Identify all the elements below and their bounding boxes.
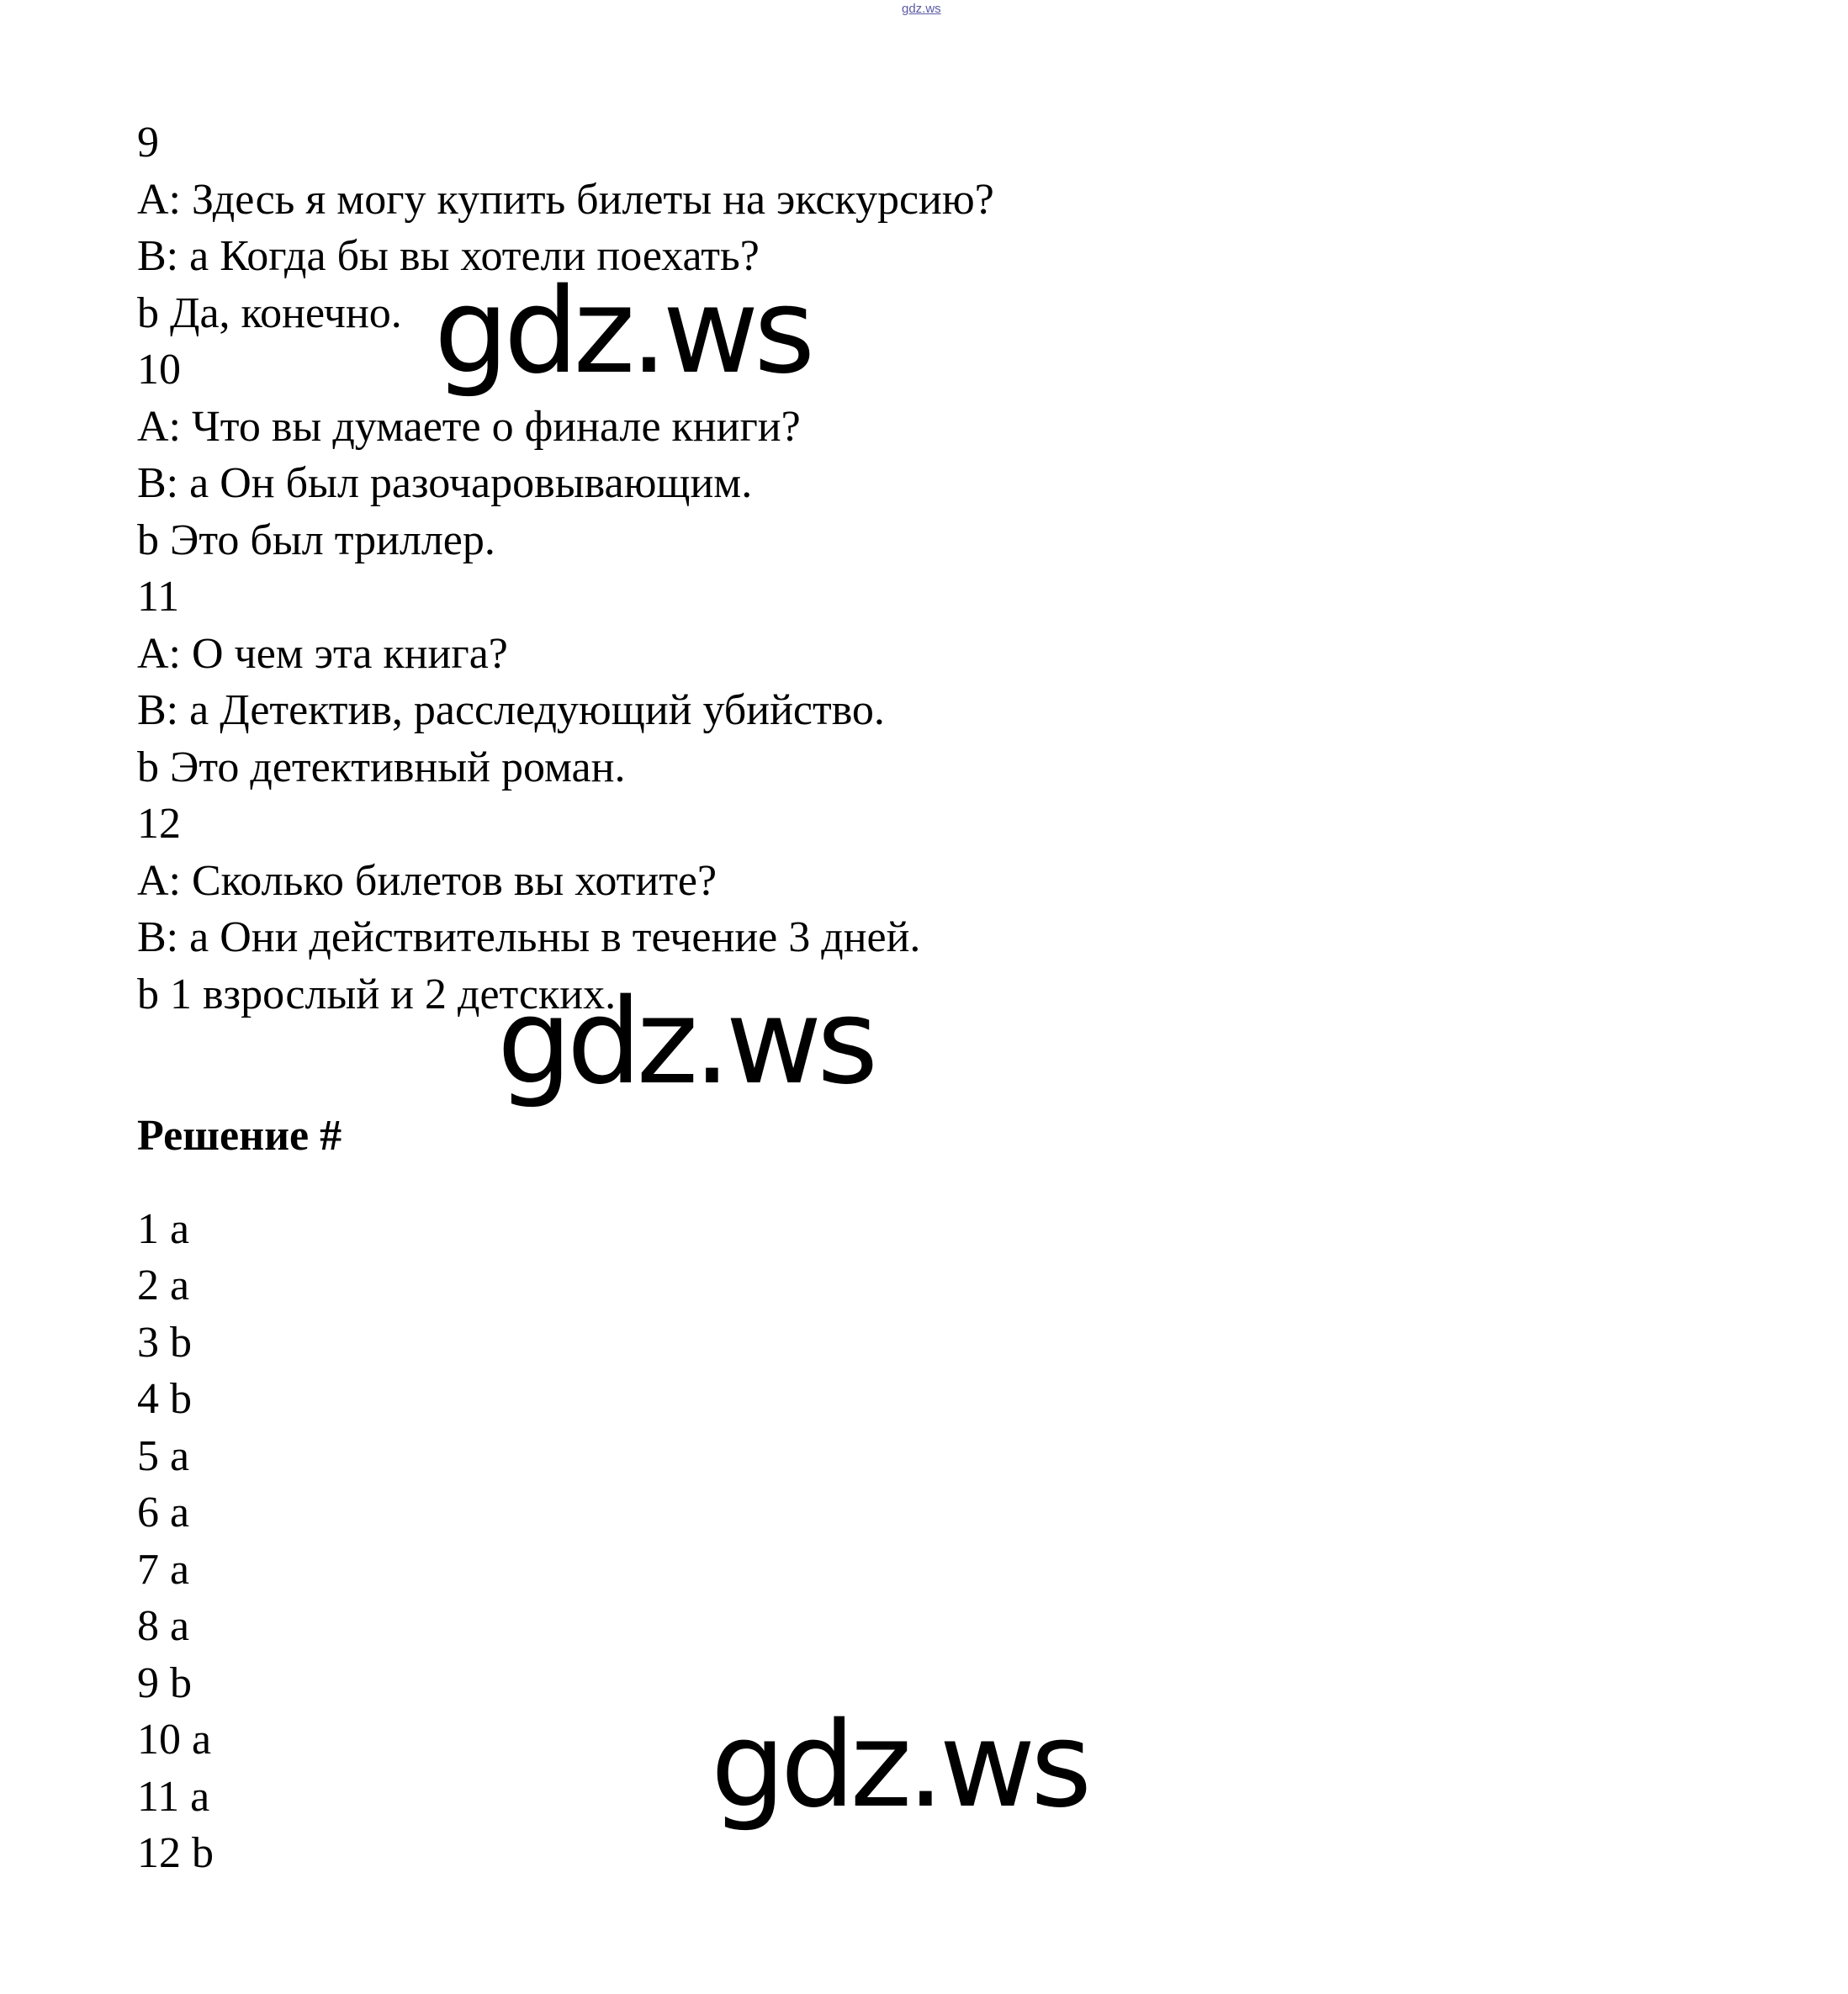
dialogue-number: 9	[137, 119, 159, 167]
answer-item: 4 b	[137, 1375, 192, 1423]
answer-item: 7 a	[137, 1545, 190, 1594]
answer-item: 11 a	[137, 1772, 210, 1821]
dialogue-option-b: b 1 взрослый и 2 детских.	[137, 970, 617, 1018]
answer-item: 10 a	[137, 1716, 212, 1764]
dialogue-option-b: b Это был триллер.	[137, 516, 495, 564]
answer-item: 8 a	[137, 1602, 190, 1650]
answer-item: 9 b	[137, 1658, 192, 1707]
watermark: gdz.ws	[434, 263, 811, 400]
site-link[interactable]: gdz.ws	[902, 2, 941, 16]
dialogue-option-a: B: a Когда бы вы хотели поехать?	[137, 232, 760, 280]
dialogue-number: 12	[137, 800, 181, 848]
dialogue-question: A: Что вы думаете о финале книги?	[137, 402, 801, 451]
watermark: gdz.ws	[497, 974, 874, 1111]
dialogue-block	[137, 569, 1483, 796]
dialogue-option-b: b Да, конечно.	[137, 288, 402, 337]
answer-item: 6 a	[137, 1489, 190, 1536]
answer-item: 5 a	[137, 1431, 190, 1480]
dialogue-number: 10	[137, 346, 181, 394]
answer-item: 12 b	[137, 1829, 214, 1877]
dialogue-option-a: B: a Они действительны в течение 3 дней.	[137, 913, 921, 961]
dialogue-option-a: B: a Детектив, расследующий убийство.	[137, 686, 885, 734]
watermark: gdz.ws	[711, 1697, 1088, 1834]
answer-item: 1 a	[137, 1204, 190, 1253]
dialogue-question: A: О чем эта книга?	[137, 629, 508, 678]
dialogue-number: 11	[137, 573, 180, 621]
solution-heading: Решение #	[137, 1112, 342, 1160]
answer-item: 2 a	[137, 1261, 190, 1309]
dialogue-option-b: b Это детективный роман.	[137, 743, 626, 791]
answer-item: 3 b	[137, 1318, 192, 1367]
dialogue-option-a: B: a Он был разочаровывающим.	[137, 459, 753, 507]
dialogue-question: A: Сколько билетов вы хотите?	[137, 856, 717, 905]
dialogue-question: A: Здесь я могу купить билеты на экскурсию?	[137, 175, 994, 224]
